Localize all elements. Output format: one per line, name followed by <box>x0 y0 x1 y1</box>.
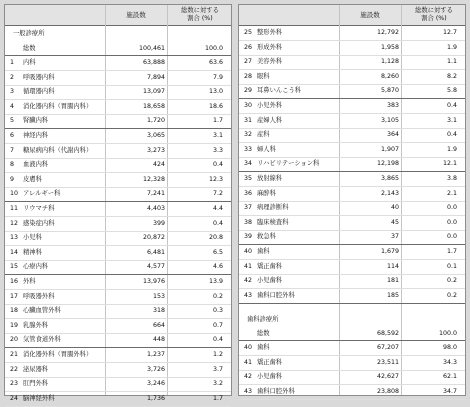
row-number: 27 <box>244 58 253 66</box>
row-number: 33 <box>244 145 253 153</box>
facilities-count: 399 <box>152 219 165 227</box>
table-row <box>239 245 465 260</box>
department-name: 病理診断科 <box>257 204 289 212</box>
facilities-count: 67,207 <box>376 344 399 351</box>
facilities-count: 1,958 <box>380 43 399 51</box>
department-name: 消化器外科（胃腸外科） <box>23 351 93 358</box>
row-number: 3 <box>10 88 15 96</box>
table-row <box>239 114 465 129</box>
facilities-count: 1,237 <box>146 351 165 358</box>
ratio-percent: 0.2 <box>446 277 457 285</box>
ratio-percent: 2.1 <box>446 189 457 197</box>
facilities-count: 12,198 <box>376 160 399 168</box>
ratio-percent: 20.8 <box>208 234 223 242</box>
ratio-percent: 12.7 <box>442 29 457 36</box>
ratio-percent: 3.3 <box>212 146 223 154</box>
facilities-count: 1,720 <box>146 117 165 125</box>
facilities-count: 12,792 <box>376 29 399 36</box>
department-name: 小児歯科 <box>257 373 283 381</box>
facilities-count: 3,246 <box>146 380 165 388</box>
table-row <box>239 172 465 187</box>
row-number: 30 <box>244 102 253 109</box>
row-number: 6 <box>10 132 15 139</box>
table-row <box>5 71 231 86</box>
department-name: 歯科 <box>257 248 270 255</box>
row-number: 11 <box>10 205 19 212</box>
department-name: 形成外科 <box>257 43 283 51</box>
row-number: 31 <box>244 116 253 124</box>
table-row <box>5 275 231 290</box>
ratio-percent: 0.4 <box>446 131 457 139</box>
facilities-count: 1,907 <box>380 145 399 153</box>
ratio-percent: 1.7 <box>212 117 223 125</box>
ratio-percent: 5.8 <box>446 87 457 95</box>
facilities-count: 7,241 <box>146 190 165 198</box>
table-row <box>5 100 231 115</box>
department-name: 神経内科 <box>23 132 49 139</box>
table-row <box>239 385 465 400</box>
row-number: 42 <box>244 373 253 381</box>
department-name: 歯科口腔外科 <box>257 291 295 299</box>
facilities-count: 2,143 <box>380 189 399 197</box>
row-number: 21 <box>10 351 19 358</box>
facilities-count: 23,808 <box>376 387 399 395</box>
department-name: 小児歯科 <box>257 277 283 285</box>
department-name: 矯正歯科 <box>257 262 283 270</box>
row-number: 17 <box>10 292 19 300</box>
ratio-percent: 12.1 <box>442 160 457 168</box>
row-number: 41 <box>244 262 253 270</box>
ratio-percent: 4.6 <box>212 263 223 271</box>
department-name: 呼吸器外科 <box>23 292 55 300</box>
row-number: 5 <box>10 117 15 125</box>
table-row <box>5 319 231 334</box>
facilities-count: 18,658 <box>142 102 165 110</box>
table-row <box>5 158 231 173</box>
ratio-percent: 1.1 <box>446 58 457 66</box>
facilities-count: 3,865 <box>380 175 399 182</box>
ratio-header: 総数に対する 割合 (%) <box>181 7 219 22</box>
department-name: 心臓血管外科 <box>23 307 61 315</box>
table-row <box>239 55 465 70</box>
department-name: 臨床検査科 <box>257 218 289 226</box>
facilities-count: 45 <box>390 218 399 226</box>
row-number: 13 <box>10 234 19 242</box>
ratio-percent: 1.9 <box>446 43 457 51</box>
department-name: 矯正歯科 <box>257 358 283 366</box>
table-row <box>5 363 231 378</box>
department-name: 泌尿器科 <box>23 365 49 373</box>
table-row <box>5 377 231 392</box>
department-name: 乳腺外科 <box>23 321 49 329</box>
facilities-count: 42,627 <box>376 373 399 381</box>
department-name: 救急科 <box>257 233 276 241</box>
ratio-percent: 3.8 <box>446 175 457 182</box>
department-name: 腎臓内科 <box>23 117 49 125</box>
facilities-count: 13,976 <box>142 278 165 285</box>
ratio-percent: 3.1 <box>212 132 223 139</box>
table-row <box>239 41 465 56</box>
department-name: 肛門外科 <box>23 380 49 388</box>
table-row <box>5 187 231 202</box>
row-number: 40 <box>244 248 253 255</box>
table-row <box>239 274 465 289</box>
ratio-percent: 0.7 <box>212 321 223 329</box>
row-number: 4 <box>10 102 15 110</box>
row-number: 10 <box>10 190 19 198</box>
facilities-count: 114 <box>386 262 399 270</box>
department-name: リウマチ科 <box>23 205 55 212</box>
row-number: 2 <box>10 73 15 81</box>
facilities-count: 8,260 <box>380 72 399 80</box>
table-row <box>239 26 465 41</box>
facilities-count: 13,097 <box>142 88 165 96</box>
table-row <box>239 260 465 275</box>
row-number: 9 <box>10 175 15 183</box>
row-number: 23 <box>10 380 19 388</box>
row-number: 34 <box>244 160 253 168</box>
table-row <box>5 129 231 144</box>
row-number: 37 <box>244 204 253 212</box>
ratio-percent: 13.9 <box>208 278 223 285</box>
table-row <box>239 128 465 143</box>
ratio-percent: 0.2 <box>446 291 457 299</box>
row-number: 32 <box>244 131 253 139</box>
table-row <box>5 246 231 261</box>
table-row <box>5 260 231 275</box>
ratio-percent: 34.7 <box>442 387 457 395</box>
left-table-panel <box>4 4 232 402</box>
department-name: 精神科 <box>23 248 42 256</box>
department-name: 小児科 <box>23 234 42 242</box>
facilities-count: 4,403 <box>146 205 165 212</box>
department-name: 脳神経外科 <box>23 394 55 402</box>
facilities-count: 20,872 <box>142 234 165 242</box>
department-name: 感染症内科 <box>23 219 55 227</box>
ratio-percent: 62.1 <box>442 373 457 381</box>
table-row <box>5 333 231 348</box>
facilities-header: 施設数 <box>126 11 146 19</box>
table-row <box>239 70 465 85</box>
ratio-percent: 7.9 <box>212 73 223 81</box>
department-name: 眼科 <box>257 72 270 80</box>
facilities-count: 1,736 <box>146 394 165 402</box>
facilities-count: 181 <box>386 277 399 285</box>
ratio-percent: 0.3 <box>212 307 223 315</box>
department-name: リハビリテーション科 <box>257 160 320 168</box>
row-number: 15 <box>10 263 19 271</box>
ratio-percent: 3.1 <box>446 116 457 124</box>
table-row <box>239 187 465 202</box>
department-name: 産婦人科 <box>257 116 283 124</box>
table-header <box>239 5 465 26</box>
ratio-percent: 13.0 <box>208 88 223 96</box>
ratio-percent: 1.9 <box>446 145 457 153</box>
facilities-count: 37 <box>390 233 399 241</box>
table-row <box>5 114 231 129</box>
facilities-count: 12,328 <box>142 175 165 183</box>
ratio-percent: 0.4 <box>212 161 223 169</box>
ratio-percent: 7.2 <box>212 190 223 198</box>
table-row <box>5 392 231 407</box>
ratio-percent: 0.4 <box>212 219 223 227</box>
table-row <box>239 341 465 356</box>
department-name: 内科 <box>23 59 36 66</box>
section-title-dental-clinics: 歯科診療所 <box>247 316 279 323</box>
row-number: 12 <box>10 219 19 227</box>
ratio-percent: 63.6 <box>208 59 223 66</box>
row-number: 36 <box>244 189 253 197</box>
ratio-header: 総数に対する 割合 (%) <box>415 7 453 22</box>
table-row <box>5 290 231 305</box>
table-row <box>239 289 465 304</box>
department-name: 外科 <box>23 278 36 285</box>
department-name: 放射線科 <box>257 175 283 182</box>
facilities-count: 448 <box>152 336 165 344</box>
facilities-count: 4,577 <box>146 263 165 271</box>
ratio-percent: 34.3 <box>442 358 457 366</box>
table-row <box>239 143 465 158</box>
ratio-percent: 12.3 <box>208 175 223 183</box>
table-row <box>239 84 465 99</box>
facilities-count: 63,888 <box>142 59 165 66</box>
ratio-percent: 0.0 <box>446 204 457 212</box>
facilities-header: 施設数 <box>360 11 380 19</box>
facilities-count: 318 <box>152 307 165 315</box>
row-number: 7 <box>10 146 15 154</box>
row-number: 40 <box>244 344 253 351</box>
facilities-count: 383 <box>386 102 399 109</box>
department-name: 麻酔科 <box>257 189 276 197</box>
table-row <box>239 216 465 231</box>
facilities-count: 1,128 <box>380 58 399 66</box>
ratio-percent: 0.0 <box>446 233 457 241</box>
row-number: 26 <box>244 43 253 51</box>
facilities-count: 23,511 <box>376 358 399 366</box>
ratio-percent: 3.2 <box>212 380 223 388</box>
ratio-percent: 4.4 <box>212 205 223 212</box>
department-name: 血液内科 <box>23 161 49 169</box>
ratio-percent: 1.7 <box>446 248 457 255</box>
department-name: 歯科 <box>257 344 270 351</box>
table-row <box>239 201 465 216</box>
row-number: 39 <box>244 233 253 241</box>
facilities-count: 5,870 <box>380 87 399 95</box>
row-number: 19 <box>10 321 19 329</box>
department-name: 美容外科 <box>257 58 283 66</box>
ratio-percent: 0.4 <box>446 102 457 109</box>
row-number: 38 <box>244 218 253 226</box>
facilities-count: 3,105 <box>380 116 399 124</box>
table-row <box>5 144 231 159</box>
department-name: 呼吸器内科 <box>23 73 55 81</box>
ratio-percent: 1.2 <box>212 351 223 358</box>
right-table-panel <box>238 4 466 396</box>
department-name: 耳鼻いんこう科 <box>257 87 302 95</box>
table-row <box>5 348 231 363</box>
table-row <box>5 231 231 246</box>
facilities-count: 1,679 <box>380 248 399 255</box>
department-name: 皮膚科 <box>23 175 42 183</box>
ratio-percent: 0.2 <box>212 292 223 300</box>
facilities-count: 424 <box>152 161 165 169</box>
row-number: 14 <box>10 248 19 256</box>
facilities-count: 664 <box>152 321 165 329</box>
row-number: 43 <box>244 387 253 395</box>
row-number: 35 <box>244 175 253 182</box>
facilities-count: 6,481 <box>146 248 165 256</box>
ratio-percent: 0.4 <box>212 336 223 344</box>
row-number: 28 <box>244 72 253 80</box>
department-name: 循環器内科 <box>23 88 55 96</box>
table-header <box>5 5 231 26</box>
row-number: 43 <box>244 291 253 299</box>
row-number: 42 <box>244 277 253 285</box>
table-row <box>5 173 231 188</box>
facilities-count: 40 <box>390 204 399 212</box>
table-row <box>5 304 231 319</box>
department-name: 消化器内科（胃腸内科） <box>23 102 93 110</box>
table-row <box>5 56 231 71</box>
row-number: 22 <box>10 365 19 373</box>
ratio-percent: 6.5 <box>212 248 223 256</box>
department-name: 整形外科 <box>257 29 283 36</box>
table-row <box>5 217 231 232</box>
row-number: 8 <box>10 161 15 169</box>
section-title-general-clinics: 一般診療所 <box>13 30 45 37</box>
department-name: 糖尿病内科（代謝内科） <box>23 146 93 154</box>
ratio-percent: 0.1 <box>446 262 457 270</box>
table-row <box>239 157 465 172</box>
facilities-count: 7,894 <box>146 73 165 81</box>
row-number: 18 <box>10 307 19 315</box>
row-number: 29 <box>244 87 253 95</box>
facilities-count: 3,065 <box>146 132 165 139</box>
ratio-percent: 1.7 <box>212 394 223 402</box>
row-number: 16 <box>10 278 19 285</box>
facilities-count: 3,726 <box>146 365 165 373</box>
total-row-dental: 総数 68,592 100.0 <box>239 327 465 341</box>
table-row <box>239 230 465 245</box>
department-name: 気管食道外科 <box>23 336 61 344</box>
ratio-percent: 18.6 <box>208 102 223 110</box>
row-number: 24 <box>10 394 19 402</box>
table-row <box>239 356 465 371</box>
table-row <box>239 99 465 114</box>
ratio-percent: 8.2 <box>446 72 457 80</box>
table-row <box>5 202 231 217</box>
department-name: 心療内科 <box>23 263 49 271</box>
row-number: 20 <box>10 336 19 344</box>
department-name: 歯科口腔外科 <box>257 387 295 395</box>
ratio-percent: 3.7 <box>212 365 223 373</box>
department-name: 小児外科 <box>257 102 283 109</box>
table-row <box>5 85 231 100</box>
row-number: 1 <box>10 59 15 66</box>
facilities-count: 364 <box>386 131 399 139</box>
total-row-general: 総数 100,461 100.0 <box>5 42 231 56</box>
facilities-count: 185 <box>386 291 399 299</box>
ratio-percent: 0.0 <box>446 218 457 226</box>
department-name: 婦人科 <box>257 145 276 153</box>
department-name: 産科 <box>257 131 270 139</box>
facilities-count: 3,273 <box>146 146 165 154</box>
row-number: 41 <box>244 358 253 366</box>
department-name: アレルギー科 <box>23 190 61 198</box>
row-number: 25 <box>244 29 253 36</box>
ratio-percent: 98.0 <box>442 344 457 351</box>
facilities-count: 153 <box>152 292 165 300</box>
table-row <box>239 370 465 385</box>
